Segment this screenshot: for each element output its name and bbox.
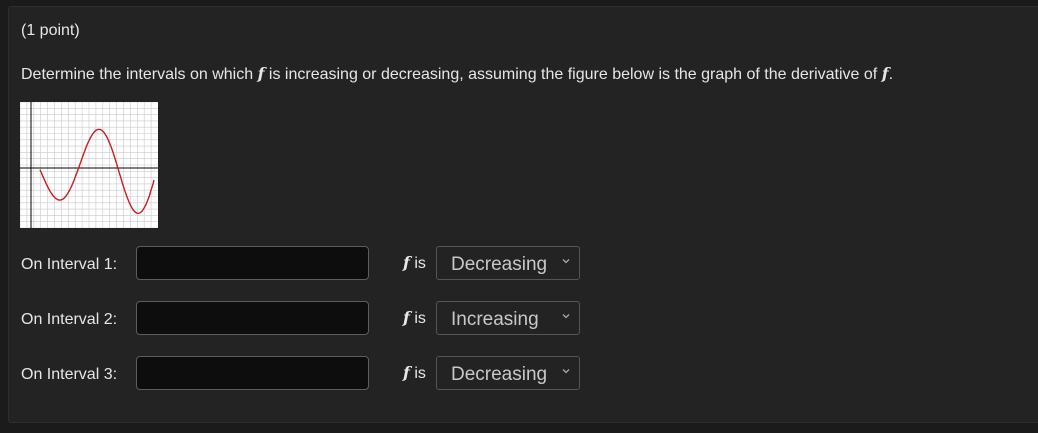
interval-3-input[interactable]	[136, 356, 369, 390]
interval-1-behavior-select[interactable]	[436, 246, 580, 280]
function-symbol: f	[403, 308, 410, 327]
is-text: is	[414, 255, 426, 272]
problem-panel	[8, 6, 1038, 423]
interval-2-selected-value: Increasing	[451, 309, 539, 330]
chevron-down-icon	[561, 311, 571, 321]
interval-2-behavior-select[interactable]	[436, 301, 580, 335]
graph-grid	[20, 102, 158, 228]
f-is-label	[403, 253, 426, 273]
interval-2-label: On Interval 2:	[21, 311, 118, 328]
question-text	[21, 64, 893, 84]
question-pre: Determine the intervals on which	[21, 66, 254, 83]
interval-1-selected-value: Decreasing	[451, 254, 548, 275]
is-text: is	[414, 365, 426, 382]
chevron-down-icon	[561, 256, 571, 266]
interval-1-label: On Interval 1:	[21, 256, 118, 273]
chevron-down-icon	[561, 366, 571, 376]
interval-3-selected-value: Decreasing	[451, 364, 548, 385]
function-symbol: f	[881, 64, 889, 83]
function-symbol: f	[403, 253, 410, 272]
f-is-label	[403, 363, 426, 383]
is-text: is	[414, 310, 426, 327]
function-symbol: f	[403, 363, 410, 382]
interval-3-label: On Interval 3:	[21, 366, 118, 383]
question-post: .	[888, 66, 894, 83]
interval-2-input[interactable]	[136, 301, 369, 335]
interval-1-input[interactable]	[136, 246, 369, 280]
function-symbol: f	[257, 64, 265, 83]
interval-3-behavior-select[interactable]	[436, 356, 580, 390]
derivative-graph	[20, 102, 158, 228]
f-is-label	[403, 308, 426, 328]
question-mid: is increasing or decreasing, assuming the figure below is the graph of the derivative of	[268, 66, 878, 83]
point-value: (1 point)	[21, 22, 80, 39]
